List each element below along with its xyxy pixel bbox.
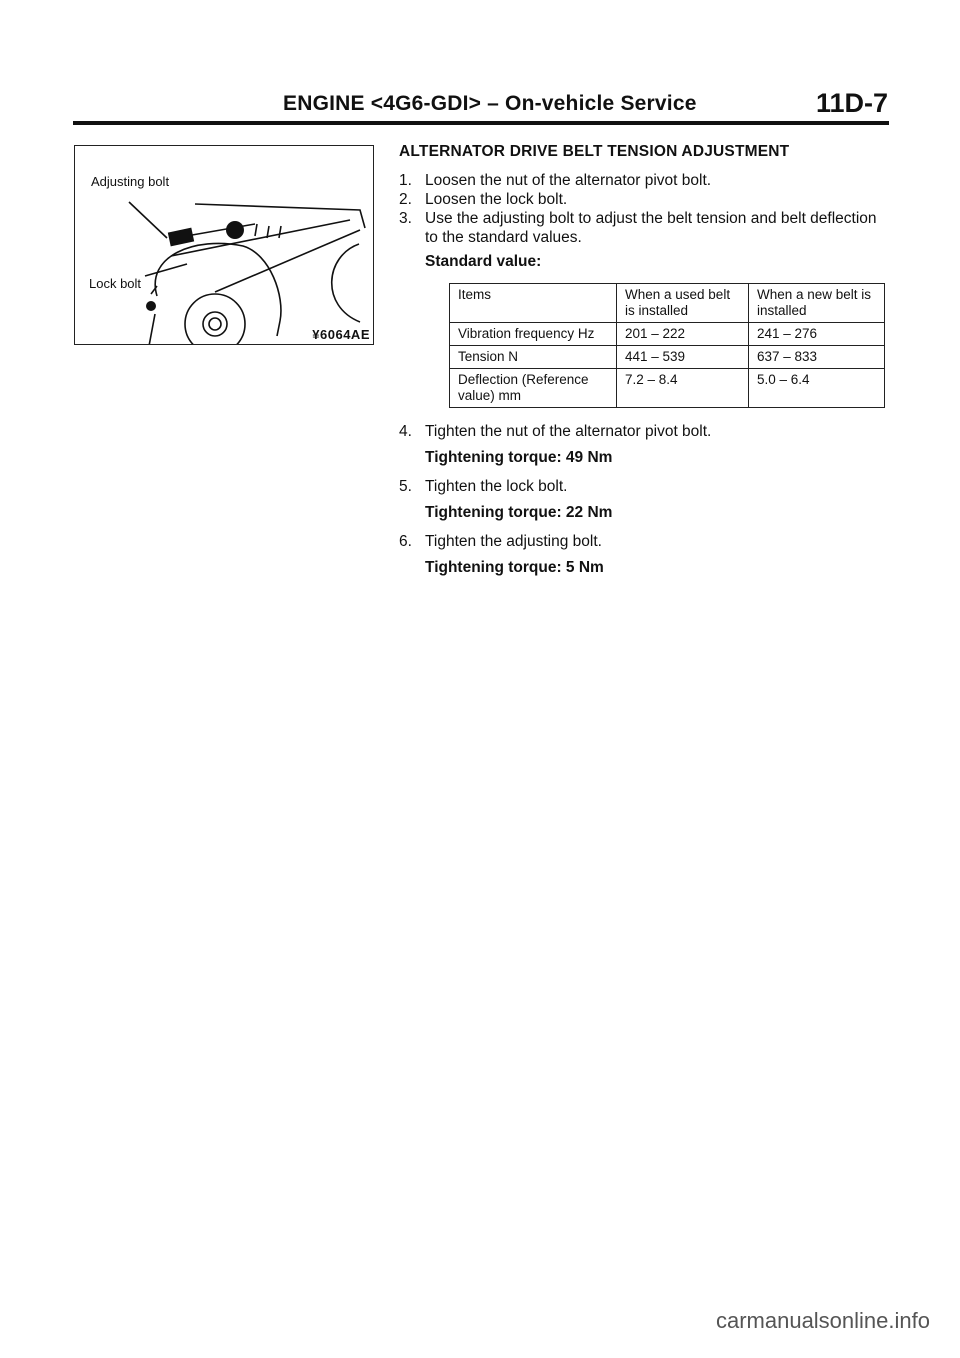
adjusting-bolt-shape <box>168 228 194 247</box>
lock-bolt-head <box>146 301 156 311</box>
table-row <box>450 323 885 346</box>
table-cell: 637 – 833 <box>749 346 885 369</box>
content <box>399 143 889 587</box>
page-header-title: ENGINE <4G6-GDI> – On-vehicle Service <box>283 92 697 115</box>
standard-value-label: Standard value: <box>425 253 542 270</box>
torque-4: Tightening torque: 49 Nm <box>425 449 613 466</box>
table-cell: Vibration frequency Hz <box>450 323 617 346</box>
step-2: 2. Loosen the lock bolt. <box>399 191 568 208</box>
table-header: When a used belt is installed <box>617 284 749 323</box>
table-cell: Tension N <box>450 346 617 369</box>
table-cell: 5.0 – 6.4 <box>749 369 885 408</box>
spec-table <box>449 283 885 408</box>
step-1: 1. Loosen the nut of the alternator pivot bolt. <box>399 172 712 189</box>
step-6: 6. Tighten the adjusting bolt. <box>399 533 602 550</box>
table-row <box>450 346 885 369</box>
step-4: 4. Tighten the nut of the alternator pivot bolt. <box>399 423 712 440</box>
header-rule <box>73 121 889 125</box>
lock-bolt-label: Lock bolt <box>89 276 142 291</box>
watermark: carmanualsonline.info <box>715 1308 930 1333</box>
torque-6: Tightening torque: 5 Nm <box>425 559 604 576</box>
table-header: When a new belt is installed <box>749 284 885 323</box>
table-cell: Deflection (Reference value) mm <box>450 369 617 408</box>
table-cell: 201 – 222 <box>617 323 749 346</box>
table-row <box>450 284 885 323</box>
adjusting-bolt-label: Adjusting bolt <box>91 174 170 189</box>
table-header: Items <box>450 284 617 323</box>
belt-figure <box>74 145 374 345</box>
adjusting-bolt-head <box>226 221 244 239</box>
steps-tighten <box>399 422 889 577</box>
table-row <box>450 369 885 408</box>
page-number: 11D-7 <box>815 88 888 118</box>
step-3: 3. Use the adjusting bolt to adjust the belt tension and belt deflection to the standard values. <box>399 210 877 246</box>
table-cell: 441 – 539 <box>617 346 749 369</box>
table-cell: 7.2 – 8.4 <box>617 369 749 408</box>
step-5: 5. Tighten the lock bolt. <box>399 478 568 495</box>
torque-5: Tightening torque: 22 Nm <box>425 504 613 521</box>
figure-code: ¥6064AE <box>312 327 370 342</box>
section-title: ALTERNATOR DRIVE BELT TENSION ADJUSTMENT <box>399 143 790 160</box>
table-cell: 241 – 276 <box>749 323 885 346</box>
